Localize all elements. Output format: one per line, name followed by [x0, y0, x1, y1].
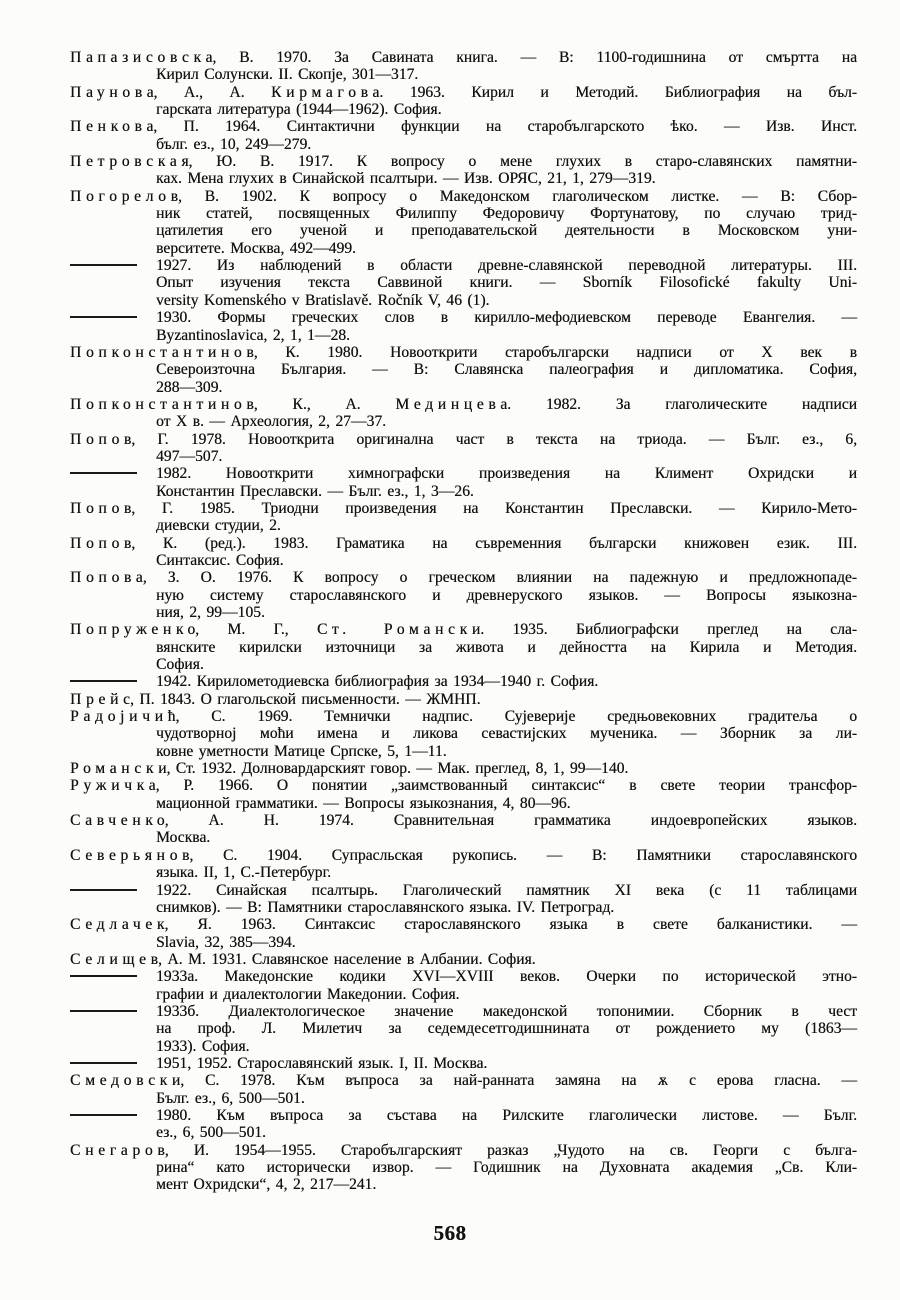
entry-continuation-line: Byzantinoslavica, 2, 1, 1—28. [156, 326, 350, 344]
bib-entry [70, 621, 857, 673]
bib-entry [70, 535, 857, 570]
repeat-author-dash [70, 680, 137, 682]
bib-entry [70, 1072, 857, 1107]
bib-entry [70, 691, 857, 708]
entry-text: , К., А. [253, 395, 396, 413]
entry-first-line [70, 916, 857, 933]
author-name: Попова [70, 569, 148, 587]
entry-text: , А., А. [153, 83, 272, 101]
entry-first-line [70, 344, 857, 361]
author-name: Снегаров [70, 1141, 170, 1159]
author-name: Седлачек [70, 916, 170, 934]
entry-continuation-line: Кирил Солунски. II. Скопје, 301—317. [156, 66, 419, 84]
repeat-author-dash [70, 472, 137, 474]
entry-continuation-line: ную систему старославянского и древнеруского языков. — Вопросы языкозна- [156, 586, 857, 604]
bib-entry [70, 812, 857, 847]
author-name: Папазисовска [70, 49, 218, 66]
entry-text: 1942. Кирилометодиевска библиография за 1934—1940 г. София. [156, 673, 599, 691]
bib-entry [70, 188, 857, 257]
author-name: Попконстантинов [70, 343, 259, 361]
bib-entry [70, 118, 857, 153]
entry-text: , П. 1964. Синтактични функции на старобългарското ѣко. — Изв. Инст. [153, 118, 857, 136]
entry-first-line [70, 1107, 857, 1124]
bib-entry [70, 465, 857, 500]
author-name: Прейс [70, 690, 135, 708]
entry-continuation-line: 1933). София. [156, 1037, 250, 1055]
bib-entry [70, 309, 857, 344]
bib-entry [70, 951, 857, 968]
entry-first-line [70, 708, 857, 725]
entry-continuation-line: Москва. [156, 829, 211, 847]
entry-continuation-line: на проф. Л. Милетич за седемдесетгодишнината от рождението му (1863— [156, 1020, 857, 1038]
bib-entry [70, 569, 857, 621]
author-name: Романски [70, 760, 172, 778]
entry-continuation-line: мент Охридски“, 4, 2, 217—241. [156, 1176, 377, 1194]
entry-continuation-line: Синтаксис. София. [156, 551, 284, 569]
entry-first-line [70, 1072, 857, 1089]
author-name: Попруженко [70, 621, 200, 639]
bib-entry [70, 257, 857, 309]
repeat-author-dash [70, 889, 137, 891]
entry-continuation-line: Константин Преславски. — Бълг. ез., 1, 3—26. [156, 482, 474, 500]
author-name: Паунова [70, 83, 159, 101]
author-name: Ружичка [70, 777, 161, 795]
entry-first-line [70, 812, 857, 829]
entry-text: , З. О. 1976. К вопросу о греческом влиянии на падежную и предложнопаде- [142, 569, 857, 587]
entry-text: , Ст. 1932. Долновардарският говор. — Мак. преглед, 8, 1, 99—140. [166, 760, 629, 778]
entry-continuation-line: чудотворној моћи имена и ликова севастијских мученика. — Зборник за ли- [156, 725, 857, 743]
entry-continuation-line: от X в. — Археология, 2, 27—37. [156, 413, 387, 431]
bib-entry [70, 708, 857, 760]
repeat-author-dash [70, 1010, 137, 1012]
entry-text: 1951, 1952. Старославянский язык. I, II. Москва. [156, 1054, 488, 1072]
entry-continuation-line: диевски студии, 2. [156, 517, 281, 535]
entry-continuation-line: рина“ като исторически извор. — Годишник на Духовната академия „Св. Кли- [156, 1159, 857, 1176]
repeat-author-dash [70, 1114, 137, 1116]
bib-entry [70, 49, 857, 84]
bib-entry [70, 760, 857, 777]
entry-text: , С. 1904. Супрасльская рукопись. — В: Памятники старославянского [189, 846, 857, 864]
entry-continuation-line: София. [156, 656, 204, 674]
entry-text: 1922. Синайская псалтырь. Глаголический памятник XI века (с 11 таблицами [156, 881, 857, 899]
entry-continuation-line: ез., 6, 500—501. [156, 1124, 266, 1142]
entry-continuation-line: Slavia, 32, 385—394. [156, 933, 296, 951]
entry-text: , М. Г., [195, 621, 317, 639]
entry-text: , К. 1980. Новооткрити старобългарски надписи от X век в [253, 343, 857, 361]
entry-continuation-line: гарската литература (1944—1962). София. [156, 101, 442, 119]
entry-text: 1933б. Диалектологическое значение македонской топонимии. Сборник в чест [156, 1002, 857, 1020]
bib-entry [70, 1003, 857, 1055]
entry-text: , И. 1954—1955. Старобългарският разказ „Чудото на св. Георги с бълга- [164, 1141, 857, 1159]
entry-text: , А. М. 1931. Славянское население в Албании. София. [158, 950, 536, 968]
entry-continuation-line: ник статей, посвященных Филиппу Федоровичу Фортунатову, по случаю трид- [156, 205, 857, 223]
bib-entry [70, 777, 857, 812]
author-name: Погорелов [70, 187, 183, 205]
entry-first-line [70, 49, 857, 66]
entry-first-line [70, 951, 857, 968]
author-name: Попов [70, 534, 136, 552]
author-name: Мединцева [395, 395, 512, 413]
entry-first-line [70, 777, 857, 794]
bib-entry [70, 916, 857, 951]
author-name: Кирмагова [271, 83, 385, 101]
entry-first-line [70, 691, 857, 708]
bib-entry [70, 500, 857, 535]
author-name: Попов [70, 499, 136, 517]
entry-text: 1982. Новооткрити химнографски произведения на Климент Охридски и [156, 465, 857, 483]
bib-entry [70, 968, 857, 1003]
author-name: Пенкова [70, 118, 158, 136]
entry-text: 1933а. Македонские кодики XVI—XVIII веков. Очерки по исторической этно- [156, 968, 857, 986]
entry-first-line [70, 118, 857, 135]
entry-text: , С. 1978. Към въпроса за най-ранната замяна на ѫ с ерова гласна. — [180, 1072, 857, 1090]
entry-text: 1927. Из наблюдений в области древне-славянской переводной литературы. III. [156, 257, 857, 275]
entry-text: , В. 1902. К вопросу о Македонском глаголическом листке. — В: Сбор- [177, 187, 857, 205]
entry-continuation-line: 288—309. [156, 378, 223, 396]
entry-continuation-line: ках. Мена глухих в Синайской псалтыри. — Изв. ОРЯС, 21, 1, 279—319. [156, 170, 656, 188]
bib-entry [70, 882, 857, 917]
entry-text: , В. 1970. За Савината книга. — В: 1100-годишнина от смъртта на [212, 49, 857, 66]
entry-continuation-line: графии и диалектологии Македонии. София. [156, 985, 460, 1003]
repeat-author-dash [70, 1062, 137, 1064]
entry-first-line [70, 84, 857, 101]
repeat-author-dash [70, 975, 137, 977]
entry-text: , Г. 1985. Триодни произведения на Константин Преславски. — Кирило-Мето- [131, 499, 857, 517]
author-name: Ст. Романски [316, 621, 485, 639]
bib-entry [70, 1142, 857, 1194]
entry-first-line [70, 500, 857, 517]
entry-first-line [70, 968, 857, 985]
entry-text: 1980. Към въпроса за състава на Рилските глаголически листове. — Бълг. [156, 1106, 857, 1124]
entry-first-line [70, 1003, 857, 1020]
author-name: Северьянов [70, 846, 195, 864]
bib-entry [70, 673, 857, 690]
entry-text: . 1935. Библиографски преглед на сла- [480, 621, 858, 639]
entry-text: . 1963. Кирил и Методий. Библиография на бъл- [379, 83, 857, 101]
entry-text: . 1982. За глаголическите надписи [507, 395, 857, 413]
entry-continuation-line: снимков). — В: Памятники старославянского языка. IV. Петроград. [156, 898, 615, 916]
entry-first-line [70, 882, 857, 899]
entry-continuation-line: Опыт изучения текста Саввиной книги. — Sborník Filosofické fakulty Uni- [156, 274, 857, 292]
entry-first-line [70, 396, 857, 413]
entry-continuation-line: Бълг. ез., 6, 500—501. [156, 1089, 305, 1107]
entry-continuation-line: ния, 2, 99—105. [156, 604, 265, 621]
entry-text: , К. (ред.). 1983. Граматика на съвременния български книжовен език. III. [131, 534, 857, 552]
entry-text: 1930. Формы греческих слов в кирилло-мефодиевском переводе Евангелия. — [156, 309, 857, 327]
author-name: Попконстантинов [70, 395, 259, 413]
entry-text: , Р. 1966. О понятии „заимствованный синтаксис“ в свете теории трансфор- [155, 777, 857, 795]
bib-entry [70, 344, 857, 396]
entry-first-line [70, 257, 857, 274]
page-number: 568 [433, 1221, 467, 1245]
entry-continuation-line: мационной грамматики. — Вопросы языкознания, 4, 80—96. [156, 794, 571, 812]
entry-first-line [70, 1142, 857, 1159]
bib-entry [70, 1107, 857, 1142]
author-name: Селищев [70, 950, 163, 968]
entry-first-line [70, 188, 857, 205]
entry-continuation-line: Североизточна България. — В: Славянска палеография и дипломатика. София, [156, 361, 857, 379]
author-name: Радојичић [70, 708, 181, 726]
repeat-author-dash [70, 316, 137, 318]
entry-continuation-line: ковне уметности Матице Српске, 5, 1—11. [156, 742, 447, 760]
entry-first-line [70, 847, 857, 864]
bib-entry [70, 153, 857, 188]
entry-first-line [70, 465, 857, 482]
entry-continuation-line: вянските кирилски източници за живота и дейността на Кирила и Методия. [156, 638, 857, 656]
entry-first-line [70, 309, 857, 326]
author-name: Петровская [70, 153, 194, 171]
entry-first-line [70, 1055, 857, 1072]
entry-text: , С. 1969. Темнички надпис. Сујеверије средњовековних градитеља о [175, 708, 857, 726]
bib-entry [70, 431, 857, 466]
author-name: Савченко [70, 812, 170, 830]
entry-continuation-line: верситете. Москва, 492—499. [156, 239, 356, 257]
entry-text: , Г. 1978. Новооткрита оригинална част в текста на триода. — Бълг. ез., 6, [131, 430, 857, 448]
entry-first-line [70, 621, 857, 638]
entry-first-line [70, 760, 857, 777]
entry-continuation-line: бълг. ез., 10, 249—279. [156, 135, 312, 153]
entry-continuation-line: цатилетия его ученой и преподавательской деятельности в Московском уни- [156, 222, 857, 240]
entry-first-line [70, 153, 857, 170]
entry-continuation-line: versity Komenského v Bratislavě. Ročník V, 46 (1). [156, 291, 490, 309]
entry-text: , А. Н. 1974. Сравнительная грамматика индоевропейских языков. [164, 812, 857, 830]
bib-entry [70, 847, 857, 882]
entry-first-line [70, 569, 857, 586]
bib-entry [70, 1055, 857, 1072]
entry-continuation-line: 497—507. [156, 447, 223, 465]
entry-first-line [70, 535, 857, 552]
entry-text: , П. 1843. О глагольской письменности. — ЖМНП. [129, 690, 481, 708]
bib-entry [70, 84, 857, 119]
entry-text: , Ю. В. 1917. К вопросу о мене глухих в старо-славянских памятни- [188, 153, 857, 171]
entry-continuation-line: языка. II, 1, С.-Петербург. [156, 864, 331, 882]
author-name: Попов [70, 430, 136, 448]
repeat-author-dash [70, 264, 137, 266]
bib-entry [70, 396, 857, 431]
entry-text: , Я. 1963. Синтаксис старославянского языка в свете балканистики. — [164, 916, 857, 934]
entry-first-line [70, 673, 857, 690]
bibliography-list [70, 49, 857, 1194]
entry-first-line [70, 431, 857, 448]
author-name: Смедовски [70, 1072, 185, 1090]
